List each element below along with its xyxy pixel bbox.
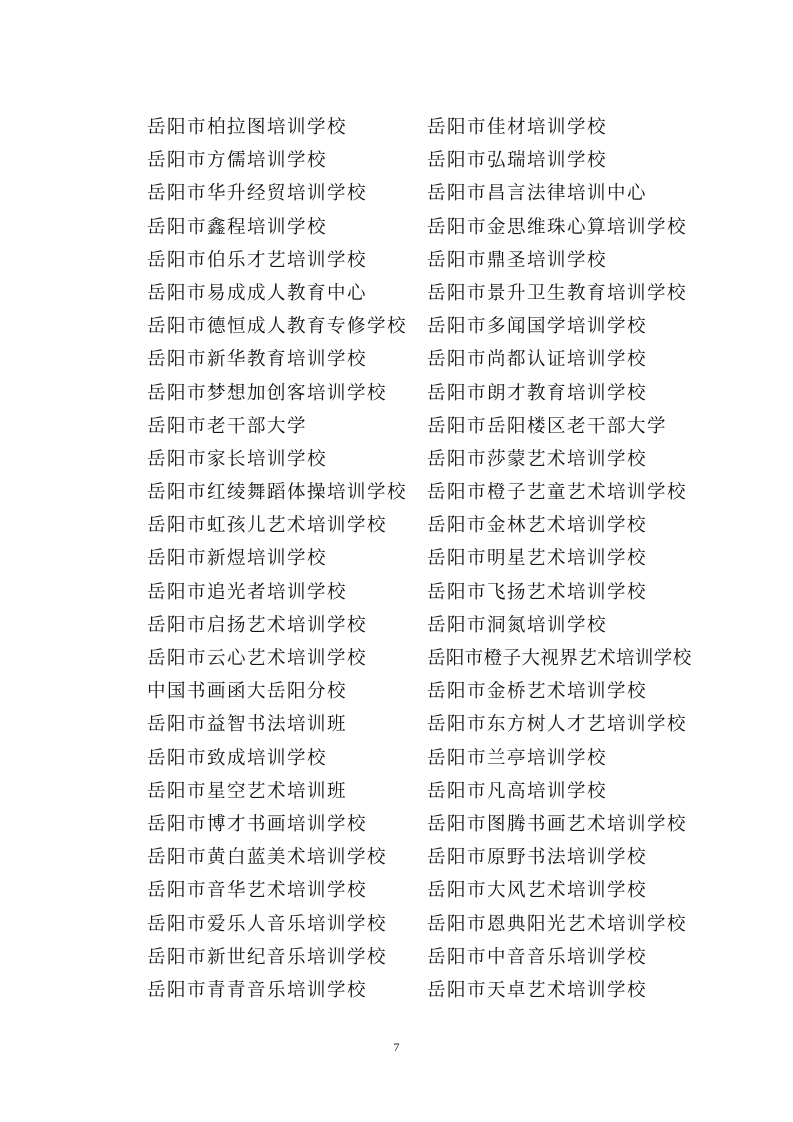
school-list-item: 岳阳市爱乐人音乐培训学校	[147, 913, 388, 935]
school-list-item: 岳阳市追光者培训学校	[147, 581, 348, 603]
school-list-item: 岳阳市青青音乐培训学校	[147, 979, 368, 1001]
school-list-item: 岳阳市天卓艺术培训学校	[427, 979, 648, 1001]
school-list-item: 岳阳市虹孩儿艺术培训学校	[147, 515, 388, 537]
school-list-item: 岳阳市梦想加创客培训学校	[147, 382, 388, 404]
school-list-item: 岳阳市华升经贸培训学校	[147, 183, 368, 205]
school-list-item: 岳阳市多闻国学培训学校	[427, 316, 648, 338]
school-list-right	[427, 111, 692, 1007]
school-list-item: 岳阳市弘瑞培训学校	[427, 150, 608, 172]
school-list-item: 岳阳市云心艺术培训学校	[147, 648, 368, 669]
school-list-left	[147, 111, 407, 1007]
school-list-item: 岳阳市飞扬艺术培训学校	[427, 581, 648, 603]
school-list-item: 岳阳市明星艺术培训学校	[427, 548, 648, 570]
school-list-item: 岳阳市大风艺术培训学校	[427, 880, 648, 902]
school-list-item: 岳阳市星空艺术培训班	[147, 780, 348, 802]
school-list-item: 岳阳市家长培训学校	[147, 448, 328, 470]
school-list-item: 岳阳市鑫程培训学校	[147, 216, 328, 238]
school-list-item: 岳阳市黄白蓝美术培训学校	[147, 847, 388, 869]
school-list-item: 岳阳市新华教育培训学校	[147, 349, 368, 371]
school-list-item: 岳阳市新世纪音乐培训学校	[147, 946, 388, 968]
school-list-item: 岳阳市橙子艺童艺术培训学校	[427, 482, 688, 504]
school-list-item: 岳阳市洞氮培训学校	[427, 614, 608, 636]
school-list-item: 岳阳市博才书画培训学校	[147, 813, 368, 835]
school-list-item: 岳阳市岳阳楼区老干部大学	[427, 415, 668, 437]
school-list-item: 岳阳市尚都认证培训学校	[427, 349, 648, 371]
school-list-item: 岳阳市东方树人才艺培训学校	[427, 714, 688, 736]
school-list-item: 岳阳市方儒培训学校	[147, 150, 328, 172]
school-list-item: 岳阳市景升卫生教育培训学校	[427, 282, 688, 304]
school-list-item: 岳阳市昌言法律培训中心	[427, 183, 648, 205]
school-list-item: 岳阳市金林艺术培训学校	[427, 515, 648, 537]
school-list-item: 岳阳市柏拉图培训学校	[147, 117, 348, 138]
school-list-item: 岳阳市启扬艺术培训学校	[147, 614, 368, 636]
school-list-item: 中国书画函大岳阳分校	[147, 681, 348, 703]
school-list-item: 岳阳市红绫舞蹈体操培训学校	[147, 482, 408, 504]
school-list-item: 岳阳市恩典阳光艺术培训学校	[427, 913, 688, 935]
school-list-item: 岳阳市朗才教育培训学校	[427, 382, 648, 404]
school-list-item: 岳阳市易成成人教育中心	[147, 282, 368, 304]
school-list-item: 岳阳市金思维珠心算培训学校	[427, 216, 688, 238]
school-list-item: 岳阳市莎蒙艺术培训学校	[427, 448, 648, 470]
school-list-item: 岳阳市金桥艺术培训学校	[427, 681, 648, 703]
school-list-item: 岳阳市橙子大视界艺术培训学校	[427, 648, 692, 669]
school-list-item: 岳阳市凡高培训学校	[427, 780, 608, 802]
school-list-item: 岳阳市老干部大学	[147, 415, 308, 437]
school-list-item: 岳阳市图腾书画艺术培训学校	[427, 813, 688, 835]
school-list-item: 岳阳市佳材培训学校	[427, 117, 608, 138]
page-number: 7	[393, 1040, 400, 1054]
school-list-item: 岳阳市兰亭培训学校	[427, 747, 608, 769]
school-list-item: 岳阳市音华艺术培训学校	[147, 880, 368, 902]
school-list-item: 岳阳市中音音乐培训学校	[427, 946, 648, 968]
school-list-item: 岳阳市新煜培训学校	[147, 548, 328, 570]
school-list-item: 岳阳市原野书法培训学校	[427, 847, 648, 869]
school-list-item: 岳阳市伯乐才艺培训学校	[147, 249, 368, 271]
school-list-item: 岳阳市德恒成人教育专修学校	[147, 316, 408, 338]
school-list-item: 岳阳市益智书法培训班	[147, 714, 348, 736]
school-list-item: 岳阳市鼎圣培训学校	[427, 249, 608, 271]
school-list-item: 岳阳市致成培训学校	[147, 747, 328, 769]
